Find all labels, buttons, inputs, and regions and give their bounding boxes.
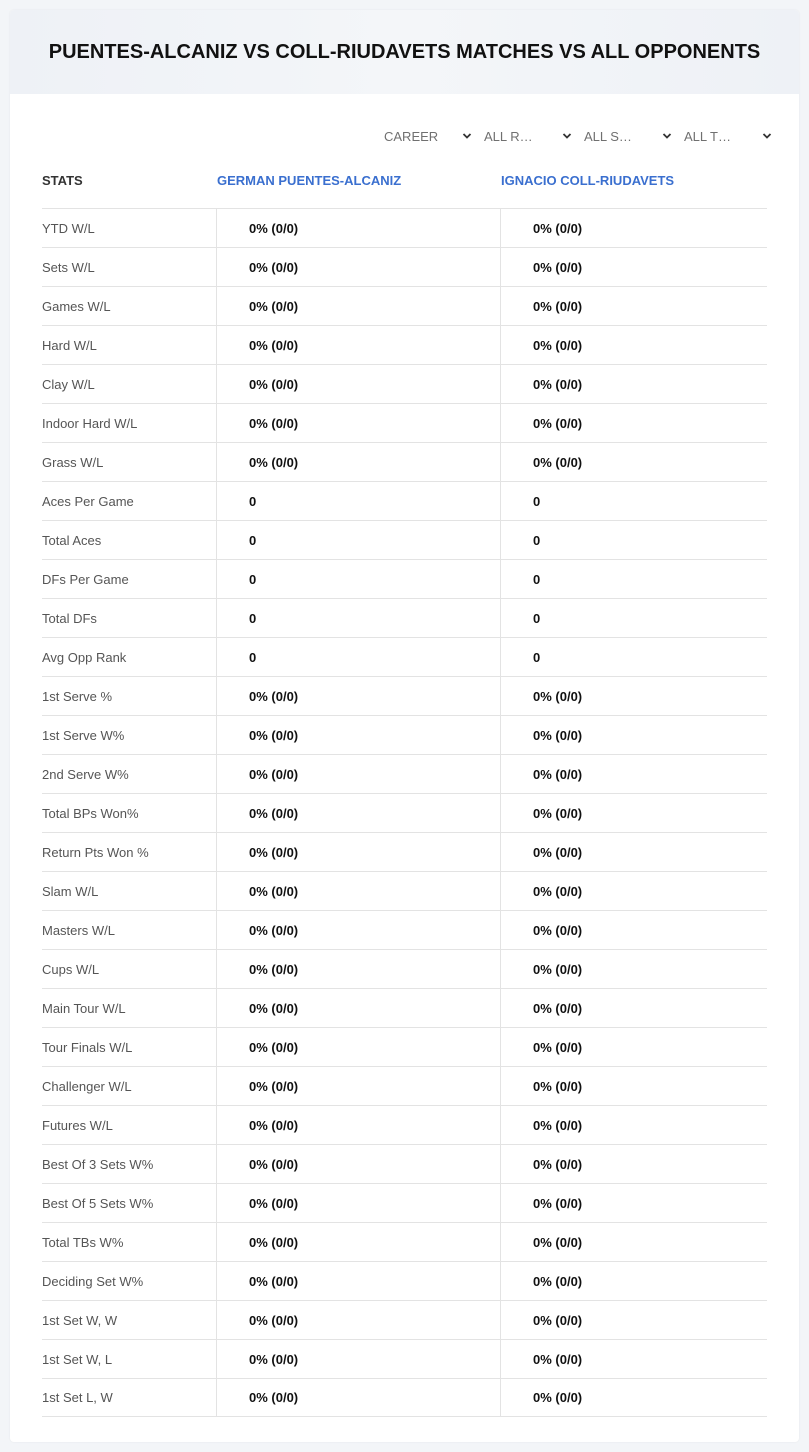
player2-stat-value: 0	[500, 599, 767, 637]
stat-label: Masters W/L	[42, 922, 115, 938]
player1-stat-value: 0% (0/0)	[216, 1028, 500, 1066]
player2-stat-value: 0% (0/0)	[500, 1145, 767, 1183]
table-row	[42, 754, 767, 793]
table-row	[42, 1300, 767, 1339]
stat-label: 1st Set W, W	[42, 1312, 118, 1328]
player2-stat-value: 0	[500, 560, 767, 598]
stat-label: Challenger W/L	[42, 1078, 132, 1094]
player1-stat-value: 0% (0/0)	[216, 404, 500, 442]
player2-stat-value: 0	[500, 482, 767, 520]
stat-label: Tour Finals W/L	[42, 1039, 133, 1055]
player1-stat-value: 0% (0/0)	[216, 209, 500, 247]
chevron-down-icon	[662, 131, 672, 141]
player2-stat-value: 0% (0/0)	[500, 1028, 767, 1066]
stat-label: Clay W/L	[42, 376, 95, 392]
stat-label: 2nd Serve W%	[42, 766, 129, 782]
player1-stat-value: 0% (0/0)	[216, 716, 500, 754]
table-row	[42, 1222, 767, 1261]
player1-stat-value: 0% (0/0)	[216, 1184, 500, 1222]
player2-stat-value: 0% (0/0)	[500, 1223, 767, 1261]
player1-stat-value: 0% (0/0)	[216, 1340, 500, 1378]
player1-stat-value: 0% (0/0)	[216, 1106, 500, 1144]
filter-dropdown[interactable]	[582, 128, 682, 144]
player1-stat-value: 0% (0/0)	[216, 1223, 500, 1261]
player2-stat-value: 0% (0/0)	[500, 404, 767, 442]
player1-stat-value: 0% (0/0)	[216, 287, 500, 325]
filter-label: ALL S…	[584, 128, 632, 144]
player1-stat-value: 0% (0/0)	[216, 950, 500, 988]
table-row	[42, 910, 767, 949]
player2-stat-value: 0% (0/0)	[500, 677, 767, 715]
player1-stat-value: 0% (0/0)	[216, 755, 500, 793]
column-header-stats: STATS	[42, 173, 83, 188]
player1-stat-value: 0% (0/0)	[216, 989, 500, 1027]
stat-label: Games W/L	[42, 298, 111, 314]
stat-label: Return Pts Won %	[42, 844, 149, 860]
table-row	[42, 1261, 767, 1300]
stat-label: 1st Serve W%	[42, 727, 125, 743]
stat-label: Total BPs Won%	[42, 805, 139, 821]
chevron-down-icon	[762, 131, 772, 141]
player2-stat-value: 0% (0/0)	[500, 950, 767, 988]
stat-label: Hard W/L	[42, 337, 97, 353]
chevron-down-icon	[562, 131, 572, 141]
player2-stat-value: 0% (0/0)	[500, 1262, 767, 1300]
filter-label: ALL R…	[484, 128, 533, 144]
stat-label: Indoor Hard W/L	[42, 415, 138, 431]
table-header	[42, 173, 767, 207]
player2-stat-value: 0% (0/0)	[500, 1301, 767, 1339]
player2-stat-value: 0% (0/0)	[500, 989, 767, 1027]
stat-label: DFs Per Game	[42, 571, 129, 587]
table-row	[42, 676, 767, 715]
stat-label: Futures W/L	[42, 1117, 113, 1133]
player2-stat-value: 0% (0/0)	[500, 209, 767, 247]
player2-stat-value: 0% (0/0)	[500, 1340, 767, 1378]
player2-stat-value: 0% (0/0)	[500, 1106, 767, 1144]
table-row	[42, 364, 767, 403]
stat-label: Aces Per Game	[42, 493, 134, 509]
player2-stat-value: 0	[500, 521, 767, 559]
player1-stat-value: 0	[216, 638, 500, 676]
player2-link[interactable]: IGNACIO COLL-RIUDAVETS	[501, 173, 675, 188]
stat-label: Total DFs	[42, 610, 97, 626]
chevron-down-icon	[462, 131, 472, 141]
player2-stat-value: 0	[500, 638, 767, 676]
player1-stat-value: 0% (0/0)	[216, 1145, 500, 1183]
player1-stat-value: 0% (0/0)	[216, 911, 500, 949]
table-row	[42, 715, 767, 754]
player1-stat-value: 0% (0/0)	[216, 677, 500, 715]
player1-stat-value: 0% (0/0)	[216, 443, 500, 481]
player2-stat-value: 0% (0/0)	[500, 287, 767, 325]
card-header	[10, 10, 799, 94]
table-row	[42, 949, 767, 988]
player1-stat-value: 0% (0/0)	[216, 365, 500, 403]
player1-link[interactable]: GERMAN PUENTES-ALCANIZ	[217, 173, 402, 188]
player1-stat-value: 0% (0/0)	[216, 1262, 500, 1300]
table-row	[42, 1378, 767, 1417]
player2-stat-value: 0% (0/0)	[500, 716, 767, 754]
table-row	[42, 1105, 767, 1144]
stat-label: Total Aces	[42, 532, 102, 548]
player2-stat-value: 0% (0/0)	[500, 755, 767, 793]
player1-stat-value: 0% (0/0)	[216, 833, 500, 871]
stat-label: 1st Set W, L	[42, 1351, 113, 1367]
stat-label: Avg Opp Rank	[42, 649, 127, 665]
table-row	[42, 1183, 767, 1222]
stat-label: Main Tour W/L	[42, 1000, 126, 1016]
player1-stat-value: 0% (0/0)	[216, 794, 500, 832]
stat-label: 1st Set L, W	[42, 1390, 113, 1405]
player1-stat-value: 0% (0/0)	[216, 872, 500, 910]
player2-stat-value: 0% (0/0)	[500, 1379, 767, 1416]
table-row	[42, 871, 767, 910]
table-row	[42, 403, 767, 442]
table-row	[42, 598, 767, 637]
filter-dropdown[interactable]	[482, 128, 582, 144]
player1-stat-value: 0	[216, 482, 500, 520]
stat-label: YTD W/L	[42, 220, 95, 236]
stat-label: Total TBs W%	[42, 1234, 124, 1250]
player2-stat-value: 0% (0/0)	[500, 833, 767, 871]
player2-stat-value: 0% (0/0)	[500, 365, 767, 403]
table-row	[42, 325, 767, 364]
player1-stat-value: 0% (0/0)	[216, 1301, 500, 1339]
stats-card	[10, 10, 799, 1442]
table-row	[42, 520, 767, 559]
stat-label: Best Of 5 Sets W%	[42, 1195, 154, 1211]
stat-label: Cups W/L	[42, 961, 100, 977]
table-row	[42, 247, 767, 286]
table-row	[42, 637, 767, 676]
filter-dropdown[interactable]	[382, 128, 482, 144]
stat-label: Sets W/L	[42, 259, 95, 275]
table-row	[42, 793, 767, 832]
filter-bar	[382, 128, 782, 144]
page-title: PUENTES-ALCANIZ VS COLL-RIUDAVETS MATCHES VS ALL OPPONENTS	[48, 40, 761, 63]
filter-dropdown[interactable]	[682, 128, 782, 144]
player2-stat-value: 0% (0/0)	[500, 326, 767, 364]
player2-stat-value: 0% (0/0)	[500, 443, 767, 481]
table-row	[42, 1066, 767, 1105]
stat-label: Deciding Set W%	[42, 1273, 144, 1289]
player2-stat-value: 0% (0/0)	[500, 911, 767, 949]
stat-label: Grass W/L	[42, 454, 104, 470]
player2-stat-value: 0% (0/0)	[500, 794, 767, 832]
table-row	[42, 208, 767, 247]
table-row	[42, 442, 767, 481]
player1-stat-value: 0% (0/0)	[216, 326, 500, 364]
table-row	[42, 1339, 767, 1378]
table-row	[42, 481, 767, 520]
stat-label: 1st Serve %	[42, 688, 113, 704]
stat-label: Best Of 3 Sets W%	[42, 1156, 154, 1172]
table-row	[42, 286, 767, 325]
table-row	[42, 1144, 767, 1183]
table-row	[42, 988, 767, 1027]
player1-stat-value: 0	[216, 560, 500, 598]
table-row	[42, 559, 767, 598]
table-row	[42, 832, 767, 871]
filter-label: ALL T…	[684, 128, 731, 144]
player1-stat-value: 0% (0/0)	[216, 1067, 500, 1105]
table-row	[42, 1027, 767, 1066]
filter-label: CAREER	[384, 128, 439, 144]
player1-stat-value: 0% (0/0)	[216, 1379, 500, 1416]
player2-stat-value: 0% (0/0)	[500, 248, 767, 286]
stats-table	[42, 208, 767, 1417]
player1-stat-value: 0% (0/0)	[216, 248, 500, 286]
player2-stat-value: 0% (0/0)	[500, 1067, 767, 1105]
stat-label: Slam W/L	[42, 883, 99, 899]
player1-stat-value: 0	[216, 521, 500, 559]
player1-stat-value: 0	[216, 599, 500, 637]
player2-stat-value: 0% (0/0)	[500, 1184, 767, 1222]
player2-stat-value: 0% (0/0)	[500, 872, 767, 910]
